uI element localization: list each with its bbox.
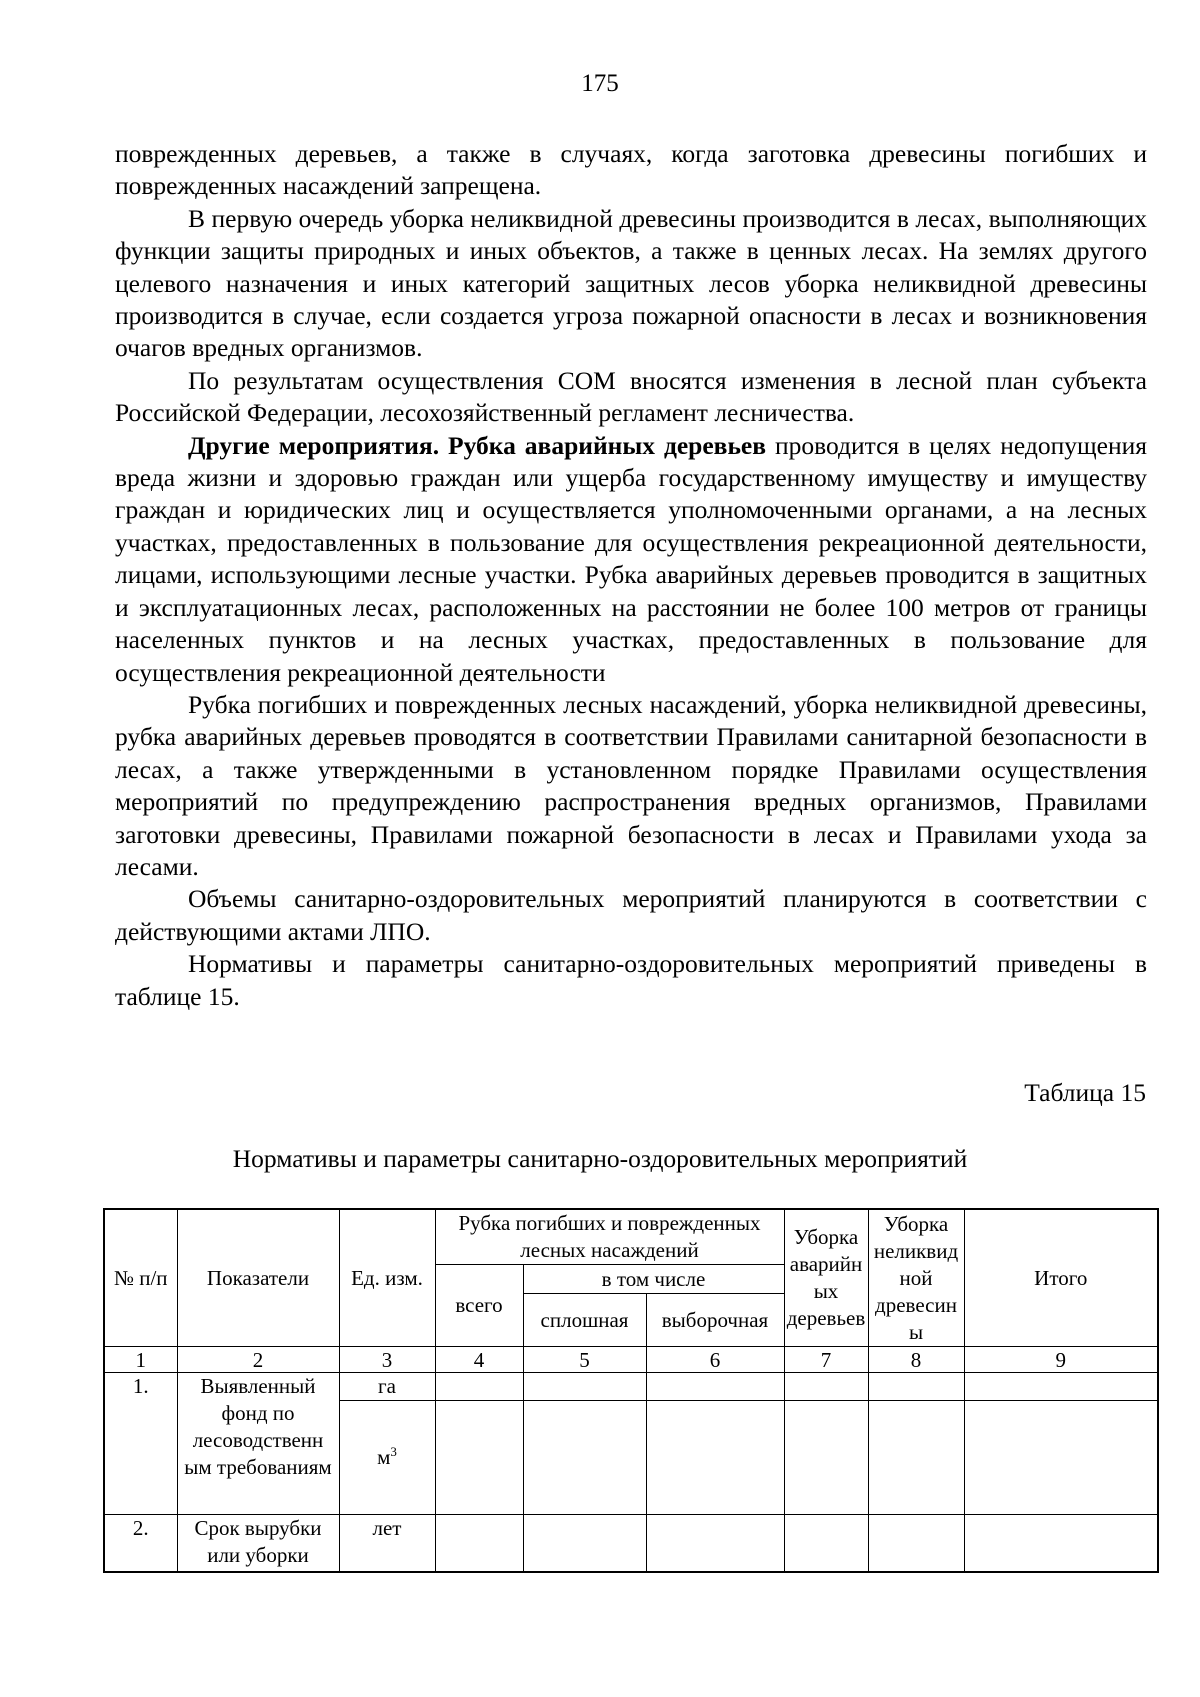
row-1-indicator: Выявленный фонд по лесоводственн ым требованиям: [177, 1373, 339, 1515]
row-1-unit-b: [339, 1401, 435, 1515]
table-cell: [784, 1373, 868, 1401]
header-emergency: Уборка аварийн ых деревьев: [784, 1209, 868, 1347]
table-cell: [868, 1373, 964, 1401]
row-1-unit-b-text: м: [377, 1445, 391, 1469]
paragraph-7: Нормативы и параметры санитарно-оздоровительных мероприятий приведены в таблице 15.: [115, 949, 1147, 1011]
paragraph-6: Объемы санитарно-оздоровительных мероприятий планируются в соответствии с действующими актами ЛПО.: [115, 884, 1147, 946]
norms-table: [103, 1208, 1159, 1573]
header-num: № п/п: [104, 1209, 177, 1347]
header-including: в том числе: [523, 1265, 784, 1294]
paragraph-1: поврежденных деревьев, а также в случаях, когда заготовка древесины погибших и поврежденных насаждений запрещена.: [115, 139, 1147, 201]
table-cell: [523, 1373, 646, 1401]
row-1-num: 1.: [104, 1373, 177, 1515]
header-selective: выборочная: [646, 1294, 784, 1347]
table-cell: [646, 1515, 784, 1573]
table-caption: Таблица 15: [1024, 1078, 1146, 1107]
column-number: 8: [868, 1347, 964, 1373]
header-total: всего: [435, 1265, 523, 1347]
column-number: 2: [177, 1347, 339, 1373]
page-number: 175: [581, 70, 619, 97]
paragraph-4-body: проводится в целях недопущения вреда жизни и здоровью граждан или ущерба государственному имуществу и имуществу граждан и юридических лиц и осуществляется уполномоченными органами, а на лесных участках, предоставленных в пользование для осуществления рекреационной деятельности, лицами, использующими лесные участки. Рубка аварийных деревьев проводится в защитных и эксплуатационных лесах, расположенных на расстоянии не более 100 метров от границы населенных пунктов и на лесных участках, предоставленных в пользование для осуществления рекреационной деятельности: [115, 430, 1147, 687]
row-2-unit: лет: [339, 1515, 435, 1573]
table-cell: [964, 1373, 1158, 1401]
column-number: 9: [964, 1347, 1158, 1373]
table-cell: [523, 1401, 646, 1515]
table-cell: [964, 1515, 1158, 1573]
column-number: 3: [339, 1347, 435, 1373]
table-cell: [868, 1515, 964, 1573]
column-number: 7: [784, 1347, 868, 1373]
column-number: 5: [523, 1347, 646, 1373]
header-unit: Ед. изм.: [339, 1209, 435, 1347]
row-1-unit-b-superscript: 3: [390, 1444, 397, 1459]
header-illiquid: Уборка неликвид ной древесин ы: [868, 1209, 964, 1347]
paragraph-3: По результатам осуществления СОМ вносятся изменения в лесной план субъекта Российской Федерации, лесохозяйственный регламент лесничества.: [115, 365, 1147, 428]
table-cell: [964, 1401, 1158, 1515]
body-text: [115, 138, 1147, 1013]
header-sum: Итого: [964, 1209, 1158, 1347]
header-felling-group: Рубка погибших и поврежденных лесных насаждений: [435, 1209, 784, 1265]
table-cell: [646, 1373, 784, 1401]
paragraph-2: В первую очередь уборка неликвидной древесины производится в лесах, выполняющих функции защиты природных и иных объектов, а также в ценных лесах. На землях другого целевого назначения и иных категорий защитных лесов уборка неликвидной древесины производится в случае, если создается угроза пожарной опасности в лесах и возникновения очагов вредных организмов.: [115, 203, 1147, 363]
header-indicators: Показатели: [177, 1209, 339, 1347]
row-2-num: 2.: [104, 1515, 177, 1573]
column-number: 1: [104, 1347, 177, 1373]
table-cell: [523, 1515, 646, 1573]
column-number: 4: [435, 1347, 523, 1373]
table-cell: [784, 1401, 868, 1515]
table-cell: [784, 1515, 868, 1573]
row-2-indicator: Срок вырубки или уборки: [177, 1515, 339, 1573]
table-cell: [435, 1515, 523, 1573]
header-clear: сплошная: [523, 1294, 646, 1347]
table-cell: [435, 1401, 523, 1515]
paragraph-4: [115, 430, 1147, 689]
paragraph-5: Рубка погибших и поврежденных лесных насаждений, уборка неликвидной древесины, рубка аварийных деревьев проводятся в соответствии Правилами санитарной безопасности в лесах, а также утвержденными в установленном порядке Правилами осуществления мероприятий по предупреждению распространения вредных организмов, Правилами заготовки древесины, Правилами пожарной безопасности в лесах и Правилами ухода за лесами.: [115, 689, 1147, 881]
table-cell: [435, 1373, 523, 1401]
row-1-unit-a: га: [339, 1373, 435, 1401]
table-cell: [646, 1401, 784, 1515]
paragraph-4-bold-lead: Другие мероприятия. Рубка аварийных деревьев: [188, 430, 767, 460]
column-number: 6: [646, 1347, 784, 1373]
table-title: Нормативы и параметры санитарно-оздоровительных мероприятий: [232, 1144, 968, 1173]
table-cell: [868, 1401, 964, 1515]
